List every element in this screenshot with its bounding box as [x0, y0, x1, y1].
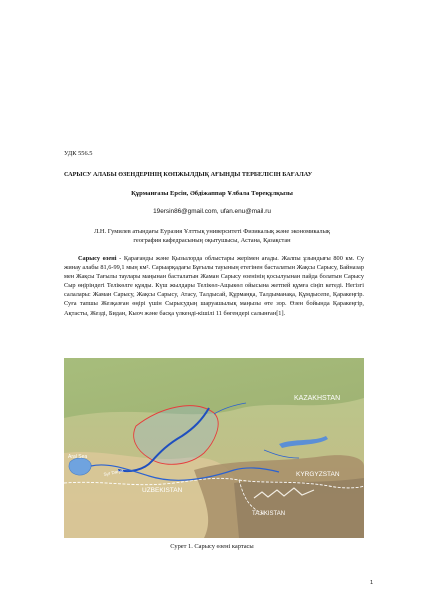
map-label-tajikistan: TAJIKISTAN: [252, 511, 286, 517]
map-label-kyrgyzstan: KYRGYZSTAN: [296, 471, 340, 478]
udc-code: УДК 556.5: [64, 150, 93, 157]
body-text: - Қарағанды және Қызылорда облыстары жерімен ағады. Жалпы ұзындығы 800 км. Су жинау алабы 81,6-99,1 мың км². Сарыарқадағы Бұғылы тауының етегінен басталатын Жақсы Сарысу, Байназар мен Жақсы Тағылы таулары маңынан басталатын Жаман Сарысу өзенінің қосылуынан пайда болатын Сарысу Сыр өңіріндегі Телікөлге құяды. Күш жылдары Телікөл-Ащыкөл ойысына жетпей құмға сіңіп кетеді. Негізгі салалары: Жаман Сарысу, Жақсы Сарысу, Атасу, Талдысай, Құрмаңқа, Талдыманақа, Құмдысепе, Қаракеңгір. Суға тапшы Жезқазған өңірі үшін Сырысудың шаруашылық маңызы өте зор. Өзен бойында Қаракеңгір, Ақтасты, Жезді, Бидан, Кыоч және басқа үлкенді-кішілі 11 бөгендері салынған[1].: [64, 255, 364, 317]
affiliation: Л.Н. Гумилев атындағы Еуразия Ұлттық университеті Физикалық және экономикалық география кафедрасының оқытушысы, Астана, Қазақстан: [93, 228, 331, 244]
lead-term: Сарысу өзені: [78, 255, 117, 262]
sarysu-river-map: [64, 358, 364, 538]
page-number: 1: [370, 580, 374, 586]
map-label-syr-darya: Syr Darya: [103, 467, 124, 477]
author-emails: 19ersin86@gmail.com, ufan.enu@mail.ru: [153, 208, 271, 215]
map-aral-sea: [69, 458, 91, 475]
map-label-uzbekistan: UZBEKISTAN: [142, 487, 183, 494]
authors: Құрманғазы Ерсін, Әбдіжаппар Ұлбала Төреқұлқызы: [131, 190, 293, 197]
paper-title: САРЫСУ АЛАБЫ ӨЗЕНДЕРІНІҢ КӨПЖЫЛДЫҚ АҒЫНДЫ ТЕРБЕЛІСІН БАҒАЛАУ: [64, 171, 313, 178]
map-label-aral-sea: Aral Sea: [68, 454, 88, 460]
body-paragraph: [64, 254, 364, 318]
map-label-kazakhstan: KAZAKHSTAN: [294, 395, 341, 402]
figure-caption: Сурет 1. Сарысу өзені картасы: [170, 543, 254, 550]
